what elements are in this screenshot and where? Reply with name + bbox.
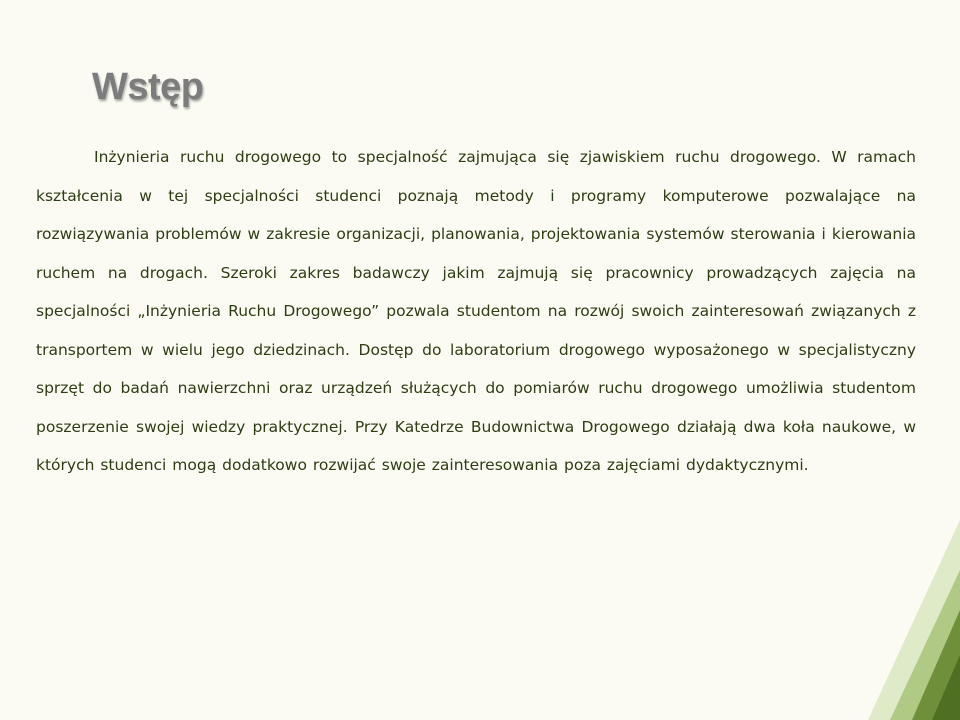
- slide-title: Wstęp: [92, 66, 204, 108]
- slide-body-text: Inżynieria ruchu drogowego to specjalność zajmująca się zjawiskiem ruchu drogowego. W ramach kształcenia w tej specjalności studenci poznają metody i programy komputerowe pozwalające na rozwiązywania problemów w zakresie organizacji, planowania, projektowania systemów sterowania i kierowania ruchem na drogach. Szeroki zakres badawczy jakim zajmują się pracownicy prowadzących zajęcia na specjalności „Inżynieria Ruchu Drogowego” pozwala studentom na rozwój swoich zainteresowań związanych z transportem w wielu jego dziedzinach. Dostęp do laboratorium drogowego wyposażonego w specjalistyczny sprzęt do badań nawierzchni oraz urządzeń służących do pomiarów ruchu drogowego umożliwia studentom poszerzenie swojej wiedzy praktycznej. Przy Katedrze Budownictwa Drogowego działają dwa koła naukowe, w których studenci mogą dodatkowo rozwijać swoje zainteresowania poza zajęciami dydaktycznymi.: [36, 148, 916, 474]
- corner-triangle-decoration: [840, 460, 960, 720]
